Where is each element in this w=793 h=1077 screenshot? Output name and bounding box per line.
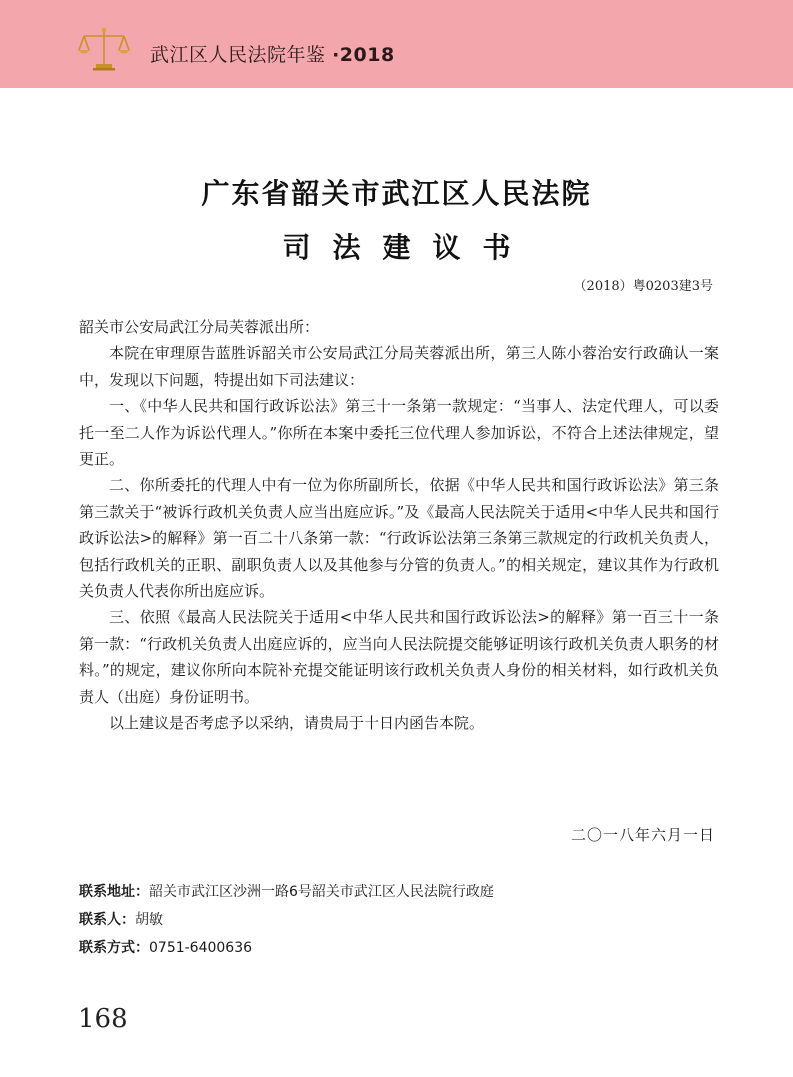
paragraph-point-1: 一、《中华人民共和国行政诉讼法》第三十一条第一款规定：“当事人、法定代理人，可以委托一至二人作为诉讼代理人。”你所在本案中委托三位代理人参加诉讼，不符合上述法律规定，望更正。 [79, 397, 719, 469]
addressee: 韶关市公安局武江分局芙蓉派出所： [79, 318, 320, 336]
paragraph-closing: 以上建议是否考虑予以采纳，请贵局于十日内函告本院。 [109, 714, 485, 733]
page-number: 168 [78, 1004, 128, 1034]
contact-block [79, 878, 494, 962]
contact-person: 联系人：胡敏 [79, 912, 163, 928]
paragraph-point-2: 二、你所委托的代理人中有一位为你所副所长，依据《中华人民共和国行政诉讼法》第三条第三款关于“被诉行政机关负责人应当出庭应诉。”及《最高人民法院关于适用<中华人民共和国行政诉讼法>的解释》第一百二十八条第一款：“行政诉讼法第三条第三款规定的行政机关负责人，包括行政机关的正职、副职负责人以及其他参与分管的负责人。”的相关规定，建议其作为行政机关负责人代表你所出庭应诉。 [79, 476, 719, 601]
paragraph-point-3: 三、依照《最高人民法院关于适用<中华人民共和国行政诉讼法>的解释》第一百三十一条第一款：“行政机关负责人出庭应诉的，应当向人民法院提交能够证明该行政机关负责人职务的材料。”的规定，建议你所向本院补充提交能证明该行政机关负责人身份的相关材料，如行政机关负责人（出庭）身份证明书。 [79, 608, 719, 706]
yearbook-title: 武江区人民法院年鉴 ·2018 [150, 44, 395, 66]
document-title-court: 广东省韶关市武江区人民法院 [201, 177, 592, 210]
contact-address: 联系地址：韶关市武江区沙洲一路6号韶关市武江区人民法院行政庭 [79, 884, 494, 900]
document-date: 二〇一八年六月一日 [570, 826, 715, 844]
page-header [0, 0, 793, 88]
scales-of-justice-icon [76, 26, 132, 72]
document-body [79, 314, 719, 737]
document-number: （2018）粤0203建3号 [573, 279, 713, 294]
contact-phone: 联系方式：0751-6400636 [79, 940, 253, 956]
document-title-type: 司法建议书 [282, 231, 533, 264]
paragraph-intro: 本院在审理原告蓝胜诉韶关市公安局武江分局芙蓉派出所，第三人陈小蓉治安行政确认一案中，发现以下问题，特提出如下司法建议： [79, 344, 719, 389]
